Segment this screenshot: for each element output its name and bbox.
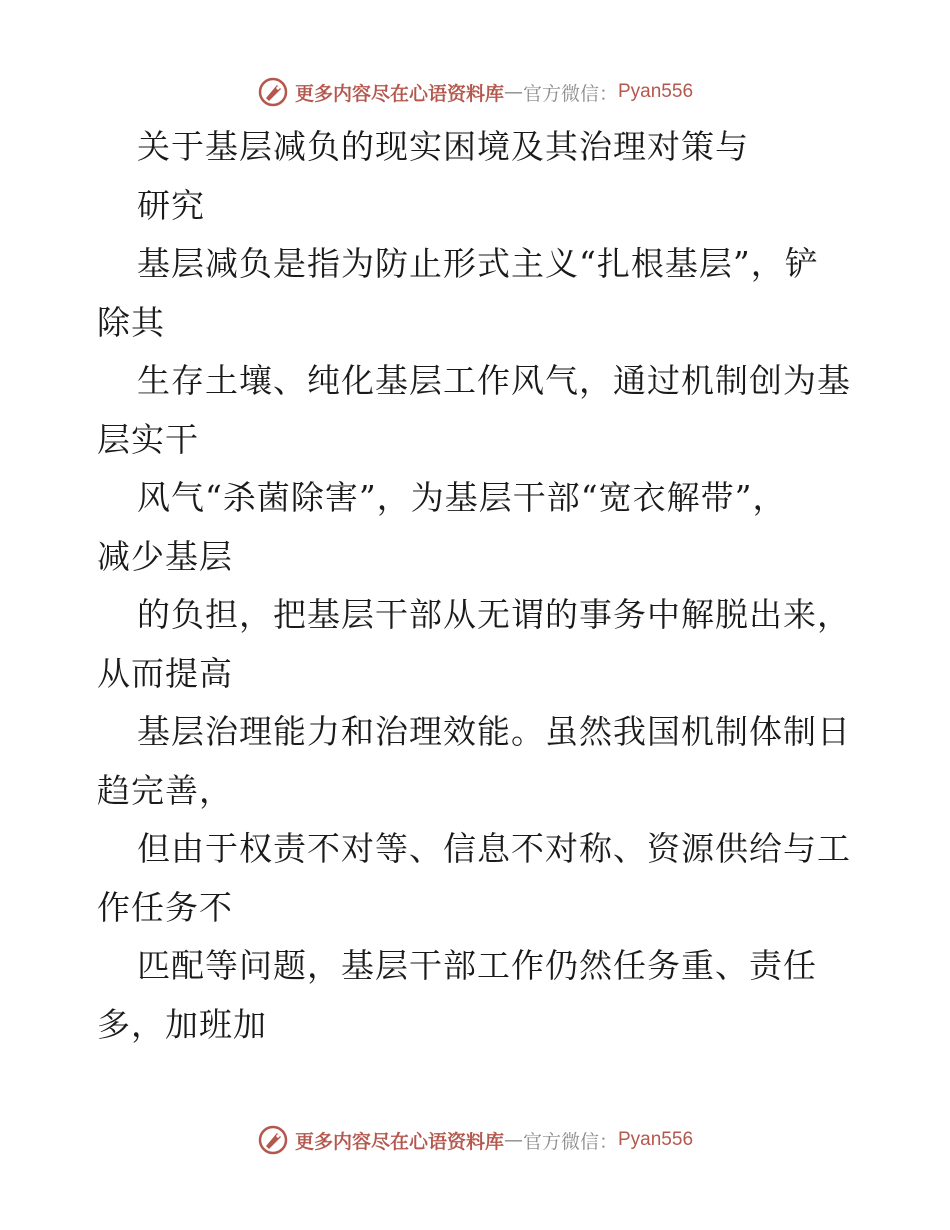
header-watermark [0, 72, 950, 112]
text-line: 层实干 [97, 419, 199, 459]
brand-text: 更多内容尽在心语资料库 [294, 82, 504, 105]
text-line: 趋完善， [97, 770, 233, 810]
text-line: 的负担，把基层干部从无谓的事务中解脱出来， [137, 595, 851, 634]
text-line: 生存土壤、纯化基层工作风气，通过机制创为基 [137, 361, 851, 400]
text-line: 作任务不 [97, 887, 233, 927]
text-line: 基层治理能力和治理效能。虽然我国机制体制日 [137, 712, 851, 751]
wechat-id: Pyan556 [618, 81, 694, 102]
pen-nib-logo-icon [257, 76, 289, 108]
separator-dash: — [503, 1129, 523, 1151]
text-line: 研究 [137, 185, 205, 225]
text-line: 基层减负是指为防止形式主义“扎根基层”，铲 [137, 244, 819, 283]
pen-nib-logo-icon [257, 1124, 289, 1156]
text-line: 匹配等问题，基层干部工作仍然任务重、责任 [137, 946, 817, 985]
separator-dash: — [503, 81, 523, 103]
wechat-id: Pyan556 [618, 1129, 694, 1150]
text-line: 风气“杀菌除害”，为基层干部“宽衣解带”， [137, 478, 787, 517]
text-line: 多，加班加 [97, 1004, 267, 1044]
text-line: 减少基层 [97, 536, 233, 576]
wechat-label: 官方微信： [522, 82, 618, 105]
text-line: 关于基层减负的现实困境及其治理对策与 [137, 127, 749, 166]
footer-watermark [0, 1120, 950, 1160]
text-line: 除其 [97, 302, 165, 342]
text-line: 但由于权责不对等、信息不对称、资源供给与工 [137, 829, 851, 868]
document-body [97, 118, 857, 1054]
wechat-label: 官方微信： [522, 1130, 618, 1153]
brand-text: 更多内容尽在心语资料库 [294, 1130, 504, 1153]
text-line: 从而提高 [97, 653, 233, 693]
